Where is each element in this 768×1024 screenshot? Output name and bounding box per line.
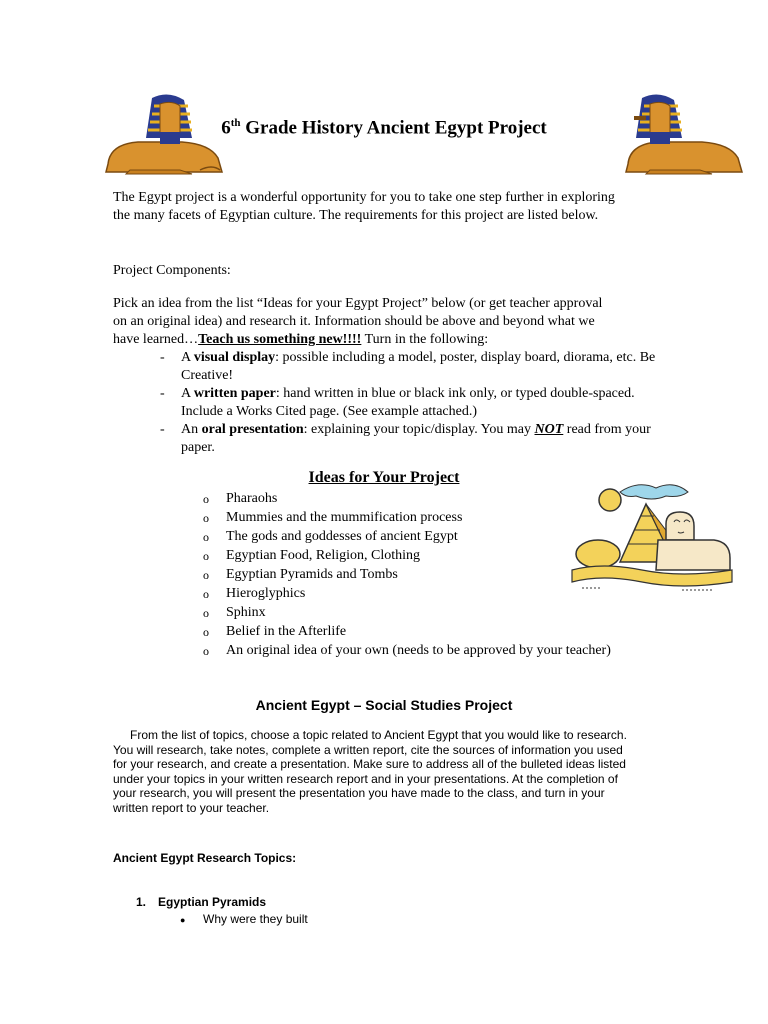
requirement-item: - A visual display: possible including a model, poster, display board, diorama, etc. Be Creative! — [160, 350, 656, 383]
section-title: Ancient Egypt – Social Studies Project — [255, 697, 513, 713]
list-item: o Egyptian Pyramids and Tombs — [203, 567, 398, 582]
list-item: o Hieroglyphics — [203, 586, 306, 601]
emphasis-text: Teach us something new!!!! — [198, 332, 362, 347]
instructions-paragraph: Pick an idea from the list “Ideas for your Egypt Project” below (or get teacher approval on an original idea) and research it. Information should be above and beyond what we have learned…Teach us something new!!!! Turn in the following: — [113, 296, 603, 347]
list-item: o The gods and goddesses of ancient Egypt — [203, 529, 458, 544]
list-item: o Egyptian Food, Religion, Clothing — [203, 548, 421, 563]
topic-number: 1. — [136, 895, 147, 909]
pyramid-sphinx-illustration — [562, 478, 740, 596]
intro-paragraph: The Egypt project is a wonderful opportunity for you to take one step further in exploring the many facets of Egyptian culture. The requirements for this project are listed below. — [113, 190, 615, 223]
list-item: o Sphinx — [203, 605, 266, 620]
requirements-list — [160, 349, 660, 457]
components-heading: Project Components: — [113, 263, 231, 278]
subtopic-item: Why were they built — [203, 912, 308, 926]
topic-label: Egyptian Pyramids — [158, 895, 267, 909]
requirement-item: - An oral presentation: explaining your topic/display. You may NOT read from your paper. — [160, 422, 651, 455]
ideas-heading: Ideas for Your Project — [308, 469, 460, 486]
page-title: 6th Grade History Ancient Egypt Project — [221, 117, 547, 139]
research-topics-heading: Ancient Egypt Research Topics: — [113, 851, 297, 865]
requirement-item: - A written paper: hand written in blue or black ink only, or typed double-spaced. Include a Works Cited page. (See example attached.) — [160, 386, 635, 419]
list-item: o Mummies and the mummification process — [203, 510, 463, 525]
list-item: o Belief in the Afterlife — [203, 624, 347, 639]
social-studies-paragraph: From the list of topics, choose a topic related to Ancient Egypt that you would like to research. You will research, take notes, complete a written report, cite the sources of information you used for your research, and create a presentation. Make sure to address all of the bulleted ideas listed under your topics in your written research report and in your presentations. At the completion of your research, you will present the presentation you have made to the class, and turn in your written report to your teacher. — [113, 728, 627, 815]
bullet-icon: ● — [180, 915, 186, 925]
list-item: o An original idea of your own (needs to be approved by your teacher) — [203, 643, 611, 658]
list-item: o Pharaohs — [203, 491, 278, 506]
